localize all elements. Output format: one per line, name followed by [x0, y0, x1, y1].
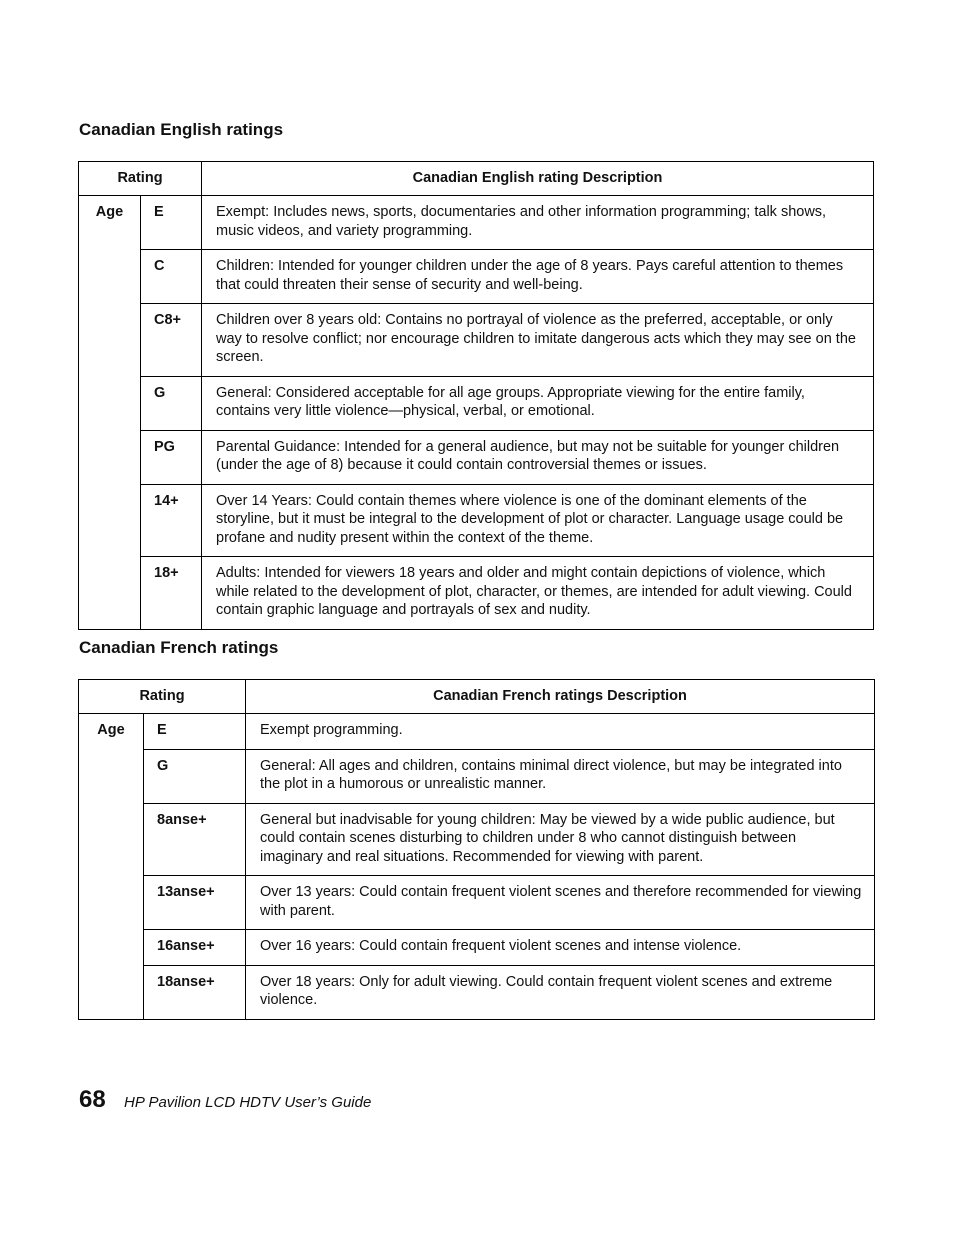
- table-row: [79, 557, 874, 630]
- description-column-header: Canadian English rating Description: [202, 162, 874, 196]
- rating-code: C: [141, 250, 202, 304]
- description-column-header: Canadian French ratings Description: [246, 680, 875, 714]
- rating-code: 13anse+: [144, 876, 246, 930]
- rating-code: PG: [141, 430, 202, 484]
- table-row: [79, 714, 875, 750]
- english-section-title: Canadian English ratings: [79, 120, 284, 139]
- rating-description: Exempt: Includes news, sports, documentaries and other information programming; talk shows, music videos, and variety programming.: [202, 196, 874, 250]
- rating-code: 14+: [141, 484, 202, 557]
- table-row: [79, 196, 874, 250]
- rating-description: Over 13 years: Could contain frequent violent scenes and therefore recommended for viewing with parent.: [246, 876, 875, 930]
- rating-description: Over 18 years: Only for adult viewing. Could contain frequent violent scenes and extreme violence.: [246, 965, 875, 1019]
- rating-code: C8+: [141, 304, 202, 377]
- age-category-label: Age: [79, 714, 144, 1020]
- rating-description: Children over 8 years old: Contains no portrayal of violence as the preferred, acceptable, or only way to resolve conflict; nor encourage children to imitate dangerous acts which they may see on the screen.: [202, 304, 874, 377]
- rating-code: E: [141, 196, 202, 250]
- age-category-label: Age: [79, 196, 141, 630]
- table-header-row: [79, 162, 874, 196]
- rating-column-header: Rating: [79, 162, 202, 196]
- rating-description: General: Considered acceptable for all age groups. Appropriate viewing for the entire family, contains very little violence—physical, verbal, or emotional.: [202, 376, 874, 430]
- table-row: [79, 250, 874, 304]
- table-row: [79, 876, 875, 930]
- rating-description: Parental Guidance: Intended for a general audience, but may not be suitable for younger children (under the age of 8) because it could contain controversial themes or issues.: [202, 430, 874, 484]
- rating-description: General but inadvisable for young children: May be viewed by a wide public audience, but could contain scenes disturbing to children under 8 who cannot distinguish between imaginary and real situations. Recommended for viewing with parent.: [246, 803, 875, 876]
- table-row: [79, 430, 874, 484]
- french-section-title: Canadian French ratings: [79, 638, 279, 657]
- guide-title: HP Pavilion LCD HDTV User’s Guide: [124, 1094, 372, 1111]
- english-ratings-table: [78, 161, 874, 630]
- rating-column-header: Rating: [79, 680, 246, 714]
- table-row: [79, 749, 875, 803]
- french-ratings-table: [78, 679, 875, 1020]
- rating-description: General: All ages and children, contains minimal direct violence, but may be integrated into the plot in a humorous or unrealistic manner.: [246, 749, 875, 803]
- rating-description: Children: Intended for younger children under the age of 8 years. Pays careful attention to themes that could threaten their sense of security and well-being.: [202, 250, 874, 304]
- rating-description: Exempt programming.: [246, 714, 875, 750]
- rating-code: G: [144, 749, 246, 803]
- rating-code: 16anse+: [144, 930, 246, 966]
- rating-code: 18+: [141, 557, 202, 630]
- rating-code: 8anse+: [144, 803, 246, 876]
- table-row: [79, 803, 875, 876]
- table-row: [79, 376, 874, 430]
- rating-code: 18anse+: [144, 965, 246, 1019]
- table-header-row: [79, 680, 875, 714]
- rating-code: G: [141, 376, 202, 430]
- table-row: [79, 304, 874, 377]
- rating-code: E: [144, 714, 246, 750]
- rating-description: Adults: Intended for viewers 18 years and older and might contain depictions of violence, which while related to the development of plot, character, or themes, are intended for adult viewing. Could contain graphic language and portrayals of sex and nudity.: [202, 557, 874, 630]
- rating-description: Over 16 years: Could contain frequent violent scenes and intense violence.: [246, 930, 875, 966]
- page-number: 68: [79, 1086, 106, 1113]
- table-row: [79, 930, 875, 966]
- table-row: [79, 965, 875, 1019]
- rating-description: Over 14 Years: Could contain themes where violence is one of the dominant elements of the storyline, but it must be integral to the development of plot or character. Language usage could be profane and nudity present within the context of the theme.: [202, 484, 874, 557]
- table-row: [79, 484, 874, 557]
